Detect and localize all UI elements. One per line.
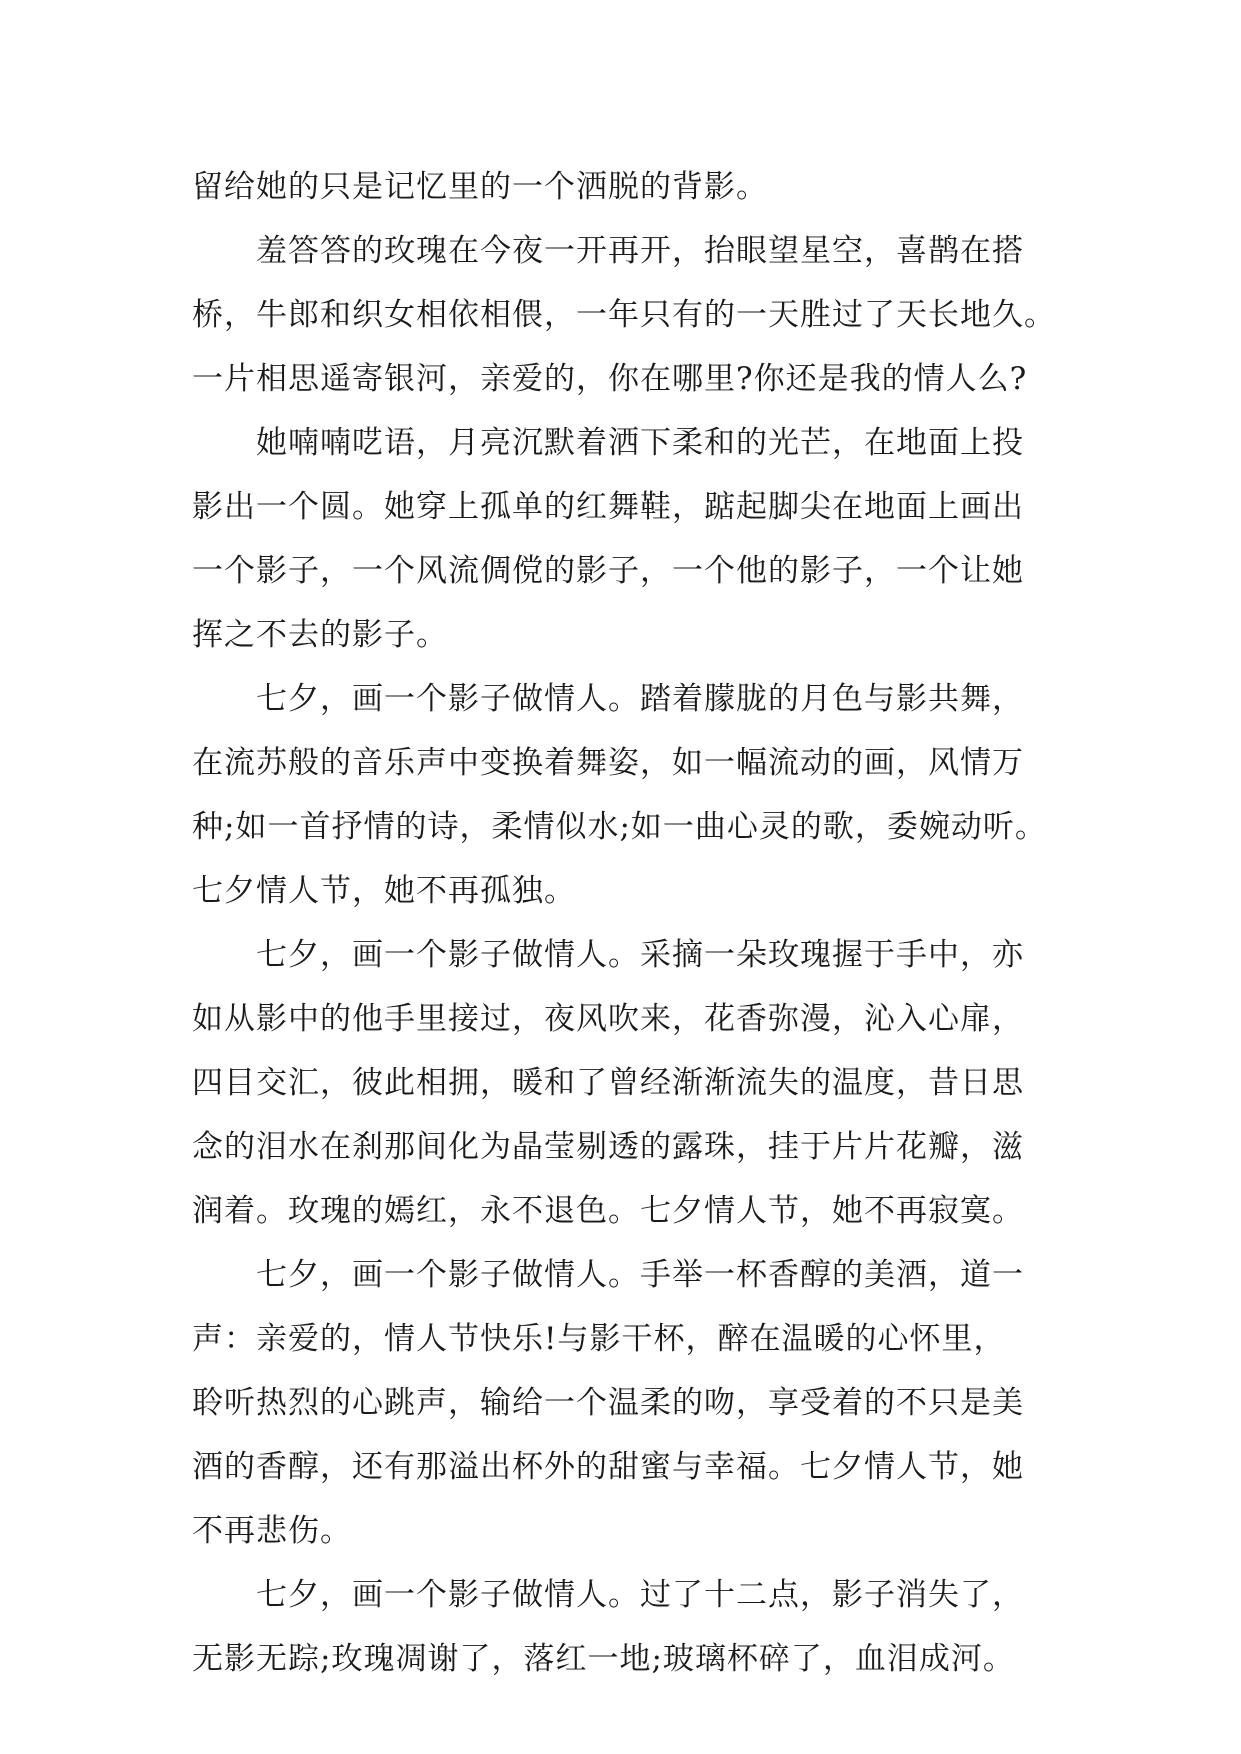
text-line: 如从影中的他手里接过，夜风吹来，花香弥漫，沁入心扉， [192,1001,1024,1037]
paragraph-start-line: 七夕，画一个影子做情人。踏着朦胧的月色与影共舞， [256,681,1024,717]
text-line: 挥之不去的影子。 [192,617,448,653]
text-line: 种;如一首抒情的诗，柔情似水;如一曲心灵的歌，委婉动听。 [192,809,1047,845]
text-line: 酒的香醇，还有那溢出杯外的甜蜜与幸福。七夕情人节，她 [192,1449,1024,1485]
text-line: 声：亲爱的，情人节快乐!与影干杯，醉在温暖的心怀里， [192,1321,1006,1357]
paragraph-start-line: 她喃喃呓语，月亮沉默着洒下柔和的光芒，在地面上投 [256,425,1024,461]
paragraph-start-line: 七夕，画一个影子做情人。采摘一朵玫瑰握于手中，亦 [256,937,1024,973]
text-line: 留给她的只是记忆里的一个洒脱的背影。 [192,169,768,205]
text-line: 不再悲伤。 [192,1513,352,1549]
paragraph-start-line: 羞答答的玫瑰在今夜一开再开，抬眼望星空，喜鹊在搭 [256,233,1024,269]
text-line: 七夕情人节，她不再孤独。 [192,873,576,909]
text-line: 聆听热烈的心跳声，输给一个温柔的吻，享受着的不只是美 [192,1385,1024,1421]
text-line: 四目交汇，彼此相拥，暖和了曾经渐渐流失的温度，昔日思 [192,1065,1024,1101]
text-line: 无影无踪;玫瑰凋谢了，落红一地;玻璃杯碎了，血泪成河。 [192,1641,1015,1677]
document-body [192,155,1062,1691]
text-line: 桥，牛郎和织女相依相偎，一年只有的一天胜过了天长地久。 [192,297,1056,333]
paragraph-start-line: 七夕，画一个影子做情人。过了十二点，影子消失了， [256,1577,1024,1613]
paragraph-start-line: 七夕，画一个影子做情人。手举一杯香醇的美酒，道一 [256,1257,1024,1293]
text-line: 念的泪水在刹那间化为晶莹剔透的露珠，挂于片片花瓣，滋 [192,1129,1024,1165]
text-line: 一片相思遥寄银河，亲爱的，你在哪里?你还是我的情人么? [192,361,1028,397]
text-line: 在流苏般的音乐声中变换着舞姿，如一幅流动的画，风情万 [192,745,1024,781]
text-line: 润着。玫瑰的嫣红，永不退色。七夕情人节，她不再寂寞。 [192,1193,1024,1229]
text-line: 影出一个圆。她穿上孤单的红舞鞋，踮起脚尖在地面上画出 [192,489,1024,525]
text-line: 一个影子，一个风流倜傥的影子，一个他的影子，一个让她 [192,553,1024,589]
